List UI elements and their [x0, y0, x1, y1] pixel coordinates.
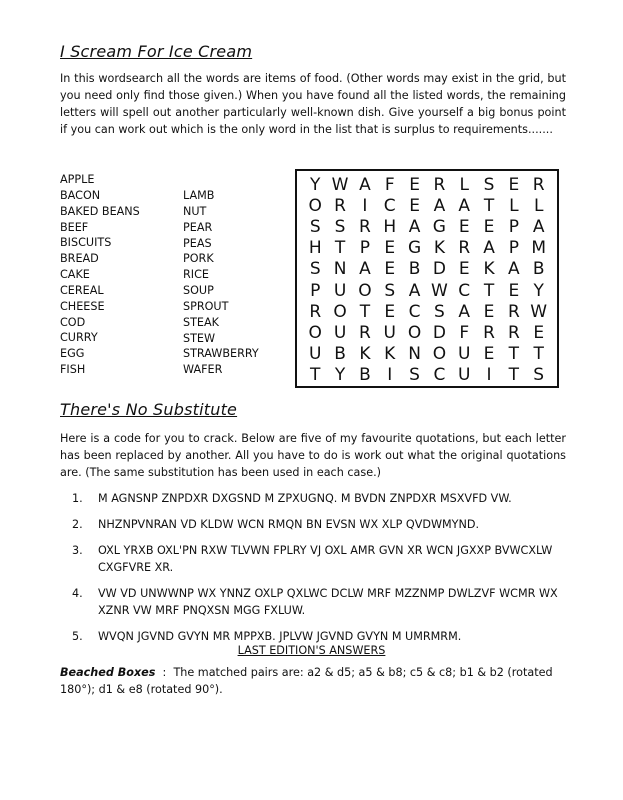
grid-letter: P — [508, 216, 519, 237]
grid-letter: D — [432, 322, 446, 343]
grid-letter: A — [359, 259, 371, 280]
answers-separator: : — [155, 666, 174, 679]
grid-letter: L — [459, 174, 469, 195]
grid-letter: B — [408, 259, 421, 280]
quotation-number: 3. — [72, 544, 83, 557]
grid-row — [303, 322, 551, 343]
grid-letter: O — [333, 301, 347, 322]
word-list-item: FISH — [60, 363, 86, 377]
grid-letter: E — [384, 259, 396, 280]
word-list-item: BACON — [60, 188, 101, 202]
grid-letter: E — [508, 174, 520, 195]
quotation-item — [60, 516, 570, 533]
grid-letter: R — [507, 322, 520, 343]
grid-letter: K — [384, 344, 396, 365]
grid-letter: K — [359, 344, 371, 365]
grid-letter: O — [407, 322, 422, 343]
grid-letter: E — [483, 301, 495, 322]
quotation-text: M AGNSNP ZNPDXR DXGSND M ZPXUGNQ. M BVDN ZNPDXR MSXVFD VW. — [98, 492, 512, 505]
word-list-item: BEEF — [60, 220, 89, 234]
grid-letter: E — [508, 280, 520, 301]
grid-letter: D — [432, 259, 446, 280]
grid-letter: T — [359, 301, 371, 322]
grid-row — [303, 238, 551, 259]
word-list-item: NUT — [183, 204, 207, 218]
grid-letter: R — [359, 322, 371, 343]
grid-letter: R — [532, 174, 545, 195]
word-list-item: LAMB — [183, 189, 215, 202]
word-list-item: RICE — [183, 268, 209, 282]
grid-letter: U — [457, 344, 471, 365]
grid-letter: S — [334, 216, 346, 237]
quotation-number: 4. — [72, 587, 83, 600]
word-list-item: SOUP — [183, 284, 214, 298]
grid-letter: E — [483, 344, 495, 365]
answers-heading: LAST EDITION'S ANSWERS — [237, 644, 386, 657]
word-list-item: WAFER — [183, 363, 223, 377]
grid-letter: E — [384, 301, 396, 322]
grid-letter: T — [508, 344, 520, 365]
grid-letter: A — [408, 280, 421, 301]
quotation-list — [60, 490, 570, 645]
grid-letter: F — [384, 174, 395, 195]
word-list-item: CURRY — [60, 331, 98, 345]
word-list-item: STRAWBERRY — [183, 347, 259, 361]
grid-letter: T — [483, 280, 495, 301]
quotation-text: NHZNPVNRAN VD KLDW WCN RMQN BN EVSN WX XLP QVDWMYND. — [98, 518, 480, 531]
wordsearch-intro: In this wordsearch all the words are items of food. (Other words may exist in the grid, but you need only find those given.) When you have found all the listed words, the remaining letters will spell out another particularly well-known dish. Give yourself a big bonus point if you can work out which is the only word in the list that is surplus to requirements....... — [60, 72, 566, 136]
quotation-item — [60, 542, 570, 576]
grid-letter: P — [359, 238, 371, 259]
grid-letter: K — [433, 238, 445, 259]
grid-letter: C — [458, 280, 471, 301]
grid-letter: R — [309, 301, 322, 322]
grid-row — [303, 280, 551, 301]
grid-letter: B — [359, 365, 371, 386]
grid-letter: A — [532, 216, 545, 237]
grid-letter: A — [508, 259, 520, 280]
grid-letter: L — [533, 195, 544, 216]
grid-row — [303, 301, 551, 322]
grid-letter: C — [408, 301, 421, 322]
grid-letter: E — [458, 259, 470, 280]
grid-letter: T — [483, 195, 495, 216]
answers-body: The matched pairs are: a2 & d5; a5 & b8; c5 & c8; b1 & b2 (rotated 180°); d1 & e8 (rotated 90°). — [60, 666, 553, 696]
answers-lead: Beached Boxes — [60, 666, 156, 679]
grid-letter: S — [409, 365, 420, 386]
section-title-substitution: There's No Substitute — [60, 400, 238, 419]
quotation-number: 2. — [72, 518, 83, 531]
word-list-item: STEAK — [183, 315, 219, 329]
grid-letter: N — [408, 344, 421, 365]
answers-text — [60, 664, 566, 698]
grid-letter: Y — [533, 280, 544, 301]
word-list-item: BAKED BEANS — [60, 204, 140, 218]
grid-letter: P — [508, 238, 519, 259]
grid-letter: O — [432, 344, 447, 365]
grid-letter: L — [509, 195, 519, 216]
word-list-item: CAKE — [60, 268, 90, 282]
grid-letter: A — [483, 238, 495, 259]
wordsearch-grid — [295, 169, 559, 388]
grid-letter: R — [359, 216, 371, 237]
grid-letter: R — [433, 174, 446, 195]
grid-letter: S — [309, 259, 321, 280]
grid-letter: C — [433, 365, 446, 386]
grid-letter: A — [458, 301, 471, 322]
grid-letter: M — [531, 238, 547, 259]
grid-letter: E — [409, 195, 420, 216]
grid-letter: U — [309, 344, 322, 365]
quotation-item — [60, 585, 570, 619]
grid-letter: T — [310, 365, 321, 386]
grid-letter: N — [333, 259, 347, 280]
grid-row — [303, 365, 551, 386]
word-list-item: PEAS — [183, 236, 212, 250]
grid-letter: O — [308, 195, 322, 216]
grid-letter: U — [333, 322, 347, 343]
grid-letter: I — [362, 195, 368, 216]
grid-row — [303, 259, 551, 280]
word-list-item: BISCUITS — [60, 236, 112, 250]
grid-letter: E — [533, 322, 545, 343]
grid-row — [303, 174, 551, 195]
grid-letter: A — [359, 174, 371, 195]
grid-letter: E — [384, 238, 396, 259]
grid-letter: U — [333, 280, 347, 301]
grid-letter: E — [409, 174, 420, 195]
grid-letter: R — [507, 301, 520, 322]
grid-letter: S — [384, 280, 396, 301]
word-list-item: PORK — [183, 252, 214, 266]
quotation-number: 5. — [72, 630, 83, 643]
grid-letter: W — [331, 174, 349, 195]
grid-letter: U — [383, 322, 396, 343]
grid-letter: I — [486, 365, 492, 386]
grid-letter: G — [407, 238, 422, 259]
grid-letter: E — [483, 216, 495, 237]
grid-letter: R — [458, 238, 471, 259]
word-list-item: STEW — [183, 331, 216, 345]
grid-row — [303, 216, 551, 237]
grid-letter: A — [458, 195, 471, 216]
grid-letter: R — [334, 195, 346, 216]
grid-letter: I — [387, 365, 393, 386]
grid-letter: F — [459, 322, 470, 343]
quotation-text: VW VD UNWWNP WX YNNZ OXLP QXLWC DCLW MRF MZZNMP DWLZVF WCMR WX XZNR VW MRF PNQXSN MGG FXLUW. — [98, 587, 558, 617]
word-list-item: SPROUT — [183, 299, 229, 313]
quotation-item — [60, 628, 570, 645]
quotation-text: WVQN JGVND GVYN MR MPPXB. JPLVW JGVND GVYN M UMRMRM. — [98, 630, 462, 643]
grid-letter: B — [532, 259, 545, 280]
grid-row — [303, 344, 551, 365]
grid-letter: W — [530, 301, 548, 322]
grid-letter: O — [358, 280, 372, 301]
word-list-item: COD — [60, 315, 86, 329]
substitution-intro: Here is a code for you to crack. Below are five of my favourite quotations, but each letter has been replaced by another. All you have to do is work out what the original quotations are. (The same substitution has been used in each case.) — [60, 432, 566, 479]
word-list-column-2 — [183, 188, 259, 378]
quotation-text: OXL YRXB OXL'PN RXW TLVWN FPLRY VJ OXL AMR GVN XR WCN JGXXP BVWCXLW CXGFVRE XR. — [98, 544, 553, 574]
section-title-wordsearch: I Scream For Ice Cream — [60, 42, 253, 61]
quotation-number: 1. — [72, 492, 83, 505]
word-list-column-1 — [60, 172, 140, 378]
grid-letter: K — [483, 259, 495, 280]
grid-letter: H — [383, 216, 397, 237]
grid-letter: E — [458, 216, 470, 237]
grid-letter: R — [483, 322, 495, 343]
quotation-item — [60, 490, 570, 507]
grid-letter: T — [533, 344, 544, 365]
grid-letter: B — [334, 344, 346, 365]
word-list-item: PEAR — [183, 220, 213, 234]
grid-letter: T — [334, 238, 346, 259]
grid-letter: T — [508, 365, 520, 386]
grid-letter: P — [310, 280, 321, 301]
word-list-item: EGG — [60, 347, 85, 361]
grid-letter: A — [433, 195, 446, 216]
grid-letter: G — [432, 216, 446, 237]
grid-letter: S — [309, 216, 321, 237]
grid-letter: H — [308, 238, 322, 259]
word-list-item: CEREAL — [60, 283, 104, 297]
grid-letter: Y — [310, 174, 321, 195]
grid-letter: Y — [334, 365, 346, 386]
grid-letter: W — [430, 280, 448, 301]
grid-letter: U — [457, 365, 471, 386]
grid-row — [303, 195, 551, 216]
grid-letter: S — [483, 174, 495, 195]
word-list-item: APPLE — [60, 173, 95, 186]
grid-letter: S — [533, 365, 545, 386]
word-list-item: BREAD — [60, 252, 99, 266]
grid-letter: S — [433, 301, 445, 322]
grid-letter: C — [383, 195, 396, 216]
grid-letter: O — [308, 322, 322, 343]
word-list-item: CHEESE — [60, 299, 105, 313]
grid-letter: A — [408, 216, 421, 237]
